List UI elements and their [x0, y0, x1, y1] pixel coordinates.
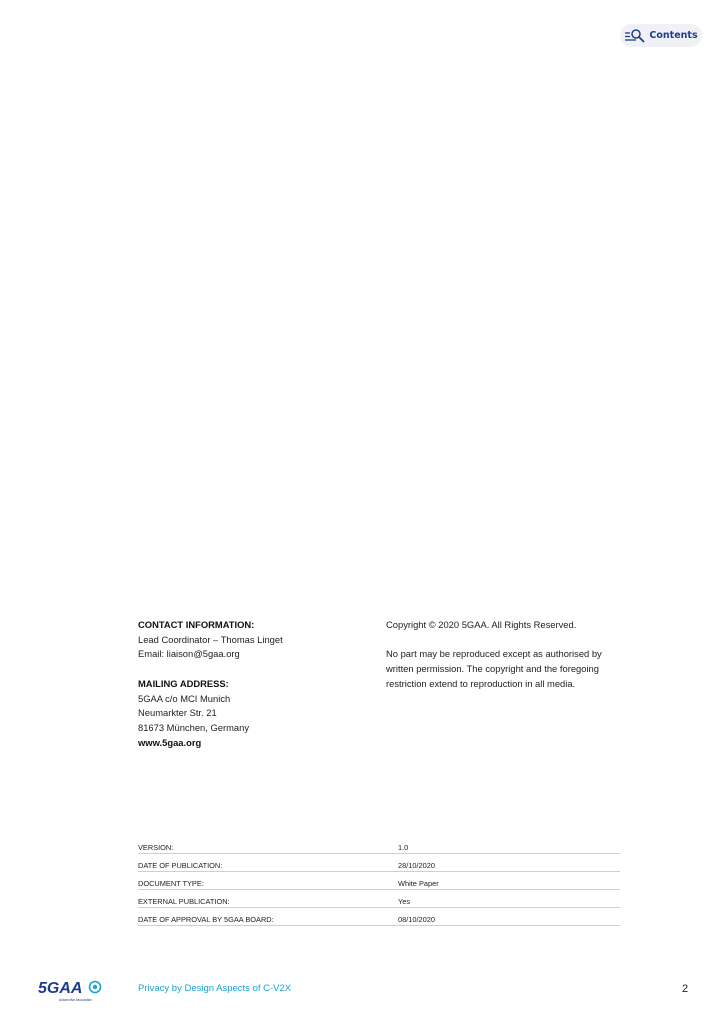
table-row — [138, 908, 620, 926]
contact-email[interactable]: Email: liaison@5gaa.org — [138, 648, 240, 660]
contents-label: Contents — [649, 30, 698, 41]
contact-heading: CONTACT INFORMATION: — [138, 619, 255, 630]
meta-value: 08/10/2020 — [398, 908, 620, 926]
meta-label: EXTERNAL PUBLICATION: — [138, 890, 398, 908]
mailing-line-1: 5GAA c/o MCI Munich — [138, 692, 231, 704]
copyright-notice-1: No part may be reproduced except as authorised by — [386, 648, 602, 660]
mailing-heading: MAILING ADDRESS: — [138, 677, 229, 689]
table-row — [138, 890, 620, 908]
meta-value: White Paper — [398, 872, 620, 890]
copyright-line: Copyright © 2020 5GAA. All Rights Reserved. — [386, 619, 577, 630]
contents-button[interactable] — [620, 24, 702, 47]
table-row — [138, 854, 620, 872]
mailing-line-2: Neumarkter Str. 21 — [138, 707, 217, 719]
svg-text:5GAA: 5GAA — [38, 980, 83, 997]
contact-block — [138, 618, 368, 750]
copyright-notice-2: written permission. The copyright and the foregoing — [386, 663, 599, 675]
meta-label: DATE OF APPROVAL BY 5GAA BOARD: — [138, 908, 398, 926]
meta-value: 1.0 — [398, 836, 620, 854]
page-number: 2 — [682, 983, 689, 995]
svg-text:Automotive Association: Automotive Association — [59, 998, 92, 1002]
footer-document-title: Privacy by Design Aspects of C-V2X — [138, 983, 292, 994]
mailing-line-3: 81673 München, Germany — [138, 721, 250, 733]
document-metadata-table — [138, 836, 620, 926]
lead-coordinator: Lead Coordinator – Thomas Linget — [138, 633, 283, 645]
copyright-block — [386, 618, 626, 692]
meta-value: Yes — [398, 890, 620, 908]
table-row — [138, 872, 620, 890]
website-link[interactable]: www.5gaa.org — [138, 736, 202, 748]
search-list-icon — [624, 29, 646, 43]
5gaa-logo — [37, 977, 103, 1003]
meta-label: DOCUMENT TYPE: — [138, 872, 398, 890]
meta-value: 28/10/2020 — [398, 854, 620, 872]
copyright-notice-3: restriction extend to reproduction in all media. — [386, 677, 576, 689]
table-row — [138, 836, 620, 854]
meta-label: DATE OF PUBLICATION: — [138, 854, 398, 872]
meta-label: VERSION: — [138, 836, 398, 854]
